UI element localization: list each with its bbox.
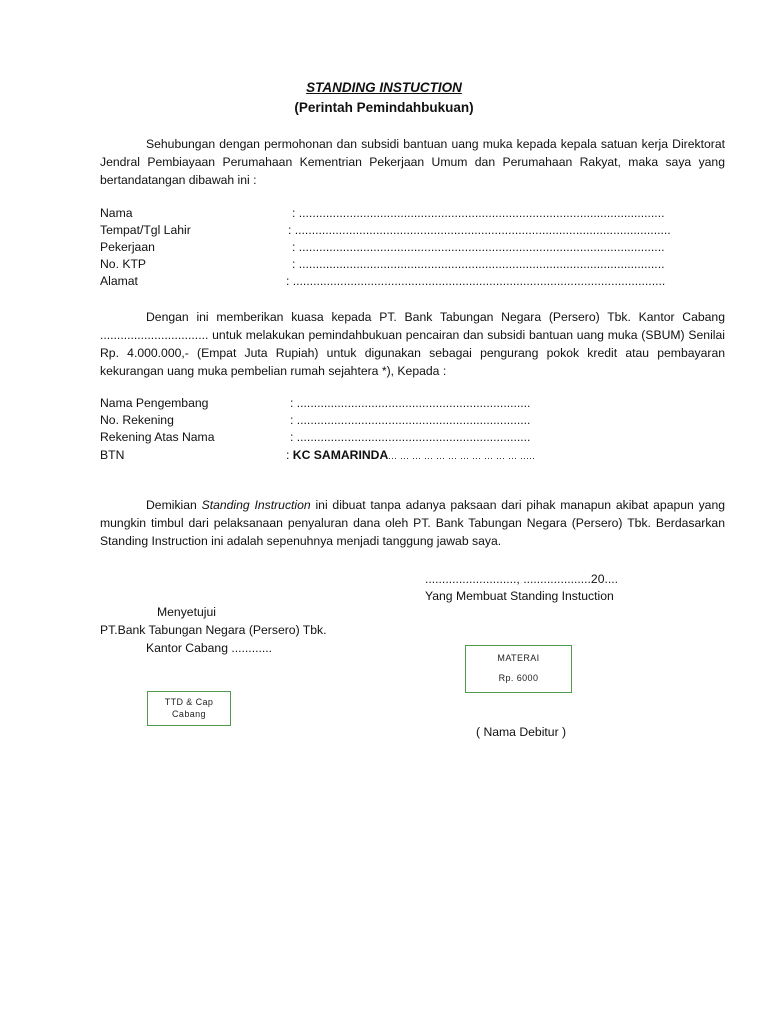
btn-value bbox=[286, 447, 535, 465]
field-label: Pekerjaan bbox=[100, 240, 155, 254]
document-title: STANDING INSTUCTION bbox=[306, 80, 462, 95]
field-label: Alamat bbox=[100, 274, 138, 288]
approval-label: Menyetujui bbox=[157, 605, 216, 619]
document-subtitle: (Perintah Pemindahbukuan) bbox=[294, 100, 474, 115]
field-label: Nama bbox=[100, 206, 133, 220]
ttd-box bbox=[147, 691, 231, 726]
field-label: Rekening Atas Nama bbox=[100, 430, 215, 444]
materai-label: MATERAI bbox=[497, 653, 540, 663]
field-value: : ..................................................................... bbox=[290, 396, 531, 410]
field-value: : ..................................................................... bbox=[290, 413, 531, 427]
date-line: ..........................., ....................20.... bbox=[425, 572, 619, 586]
field-label: No. Rekening bbox=[100, 413, 174, 427]
field-value: : .............................................................................................................. bbox=[286, 274, 666, 288]
field-value: : ............................................................................................................... bbox=[288, 223, 671, 237]
btn-branch: KC SAMARINDA bbox=[292, 448, 389, 462]
field-value: : ............................................................................................................ bbox=[292, 206, 665, 220]
field-label: BTN bbox=[100, 448, 125, 462]
colon: : bbox=[286, 448, 290, 462]
field-value: : ............................................................................................................ bbox=[292, 240, 665, 254]
intro-paragraph: Sehubungan dengan permohonan dan subsidi bantuan uang muka kepada kepala satuan kerja Direktorat Jendral Pembiayaan Perumahaan Kementrian Pekerjaan Umum dan Perumahaan Rakyat, maka saya yang bertandatangan dibawah ini : bbox=[100, 137, 725, 187]
closing-text-1: Demikian bbox=[146, 498, 202, 512]
materai-box bbox=[465, 645, 572, 693]
field-label: Tempat/Tgl Lahir bbox=[100, 223, 191, 237]
field-label: Nama Pengembang bbox=[100, 396, 209, 410]
ttd-label: TTD & Cap bbox=[164, 697, 214, 707]
approval-bank: PT.Bank Tabungan Negara (Persero) Tbk. bbox=[100, 623, 327, 637]
debtor-name-placeholder: ( Nama Debitur ) bbox=[476, 725, 567, 739]
ttd-sublabel: Cabang bbox=[172, 709, 206, 719]
field-label: No. KTP bbox=[100, 257, 147, 271]
maker-label: Yang Membuat Standing Instuction bbox=[425, 589, 614, 603]
closing-paragraph bbox=[100, 496, 725, 550]
approval-branch: Kantor Cabang ............ bbox=[146, 641, 273, 655]
field-value: : ..................................................................... bbox=[290, 430, 531, 444]
btn-dots: ... ... ... ... ... ... ... ... ... ... ... ..... bbox=[388, 451, 536, 461]
closing-text-2: ini dibuat tanpa adanya paksaan dari pihak manapun akibat apapun yang mungkin timbul dari pelaksanaan penyaluran dana oleh PT. Bank Tabungan Negara (Persero) Tbk. Berdasarkan Standing Instruction ini adalah sepenuhnya menjadi tanggung jawab saya. bbox=[100, 498, 725, 548]
materai-amount: Rp. 6000 bbox=[498, 673, 539, 683]
field-value: : ............................................................................................................ bbox=[292, 257, 665, 271]
authorization-paragraph: Dengan ini memberikan kuasa kepada PT. Bank Tabungan Negara (Persero) Tbk. Kantor Cabang ................................ untuk melakukan pemindahbukuan pencairan dan subsidi bantuan uang muka (SBUM) Senilai Rp. 4.000.000,- (Empat Juta Rupiah) untuk digunakan sebagai pengurang pokok kredit atau pembayaran kekurangan uang muka pembelian rumah sejahtera *), Kepada : bbox=[100, 310, 725, 378]
closing-emphasis: Standing Instruction bbox=[201, 498, 311, 512]
